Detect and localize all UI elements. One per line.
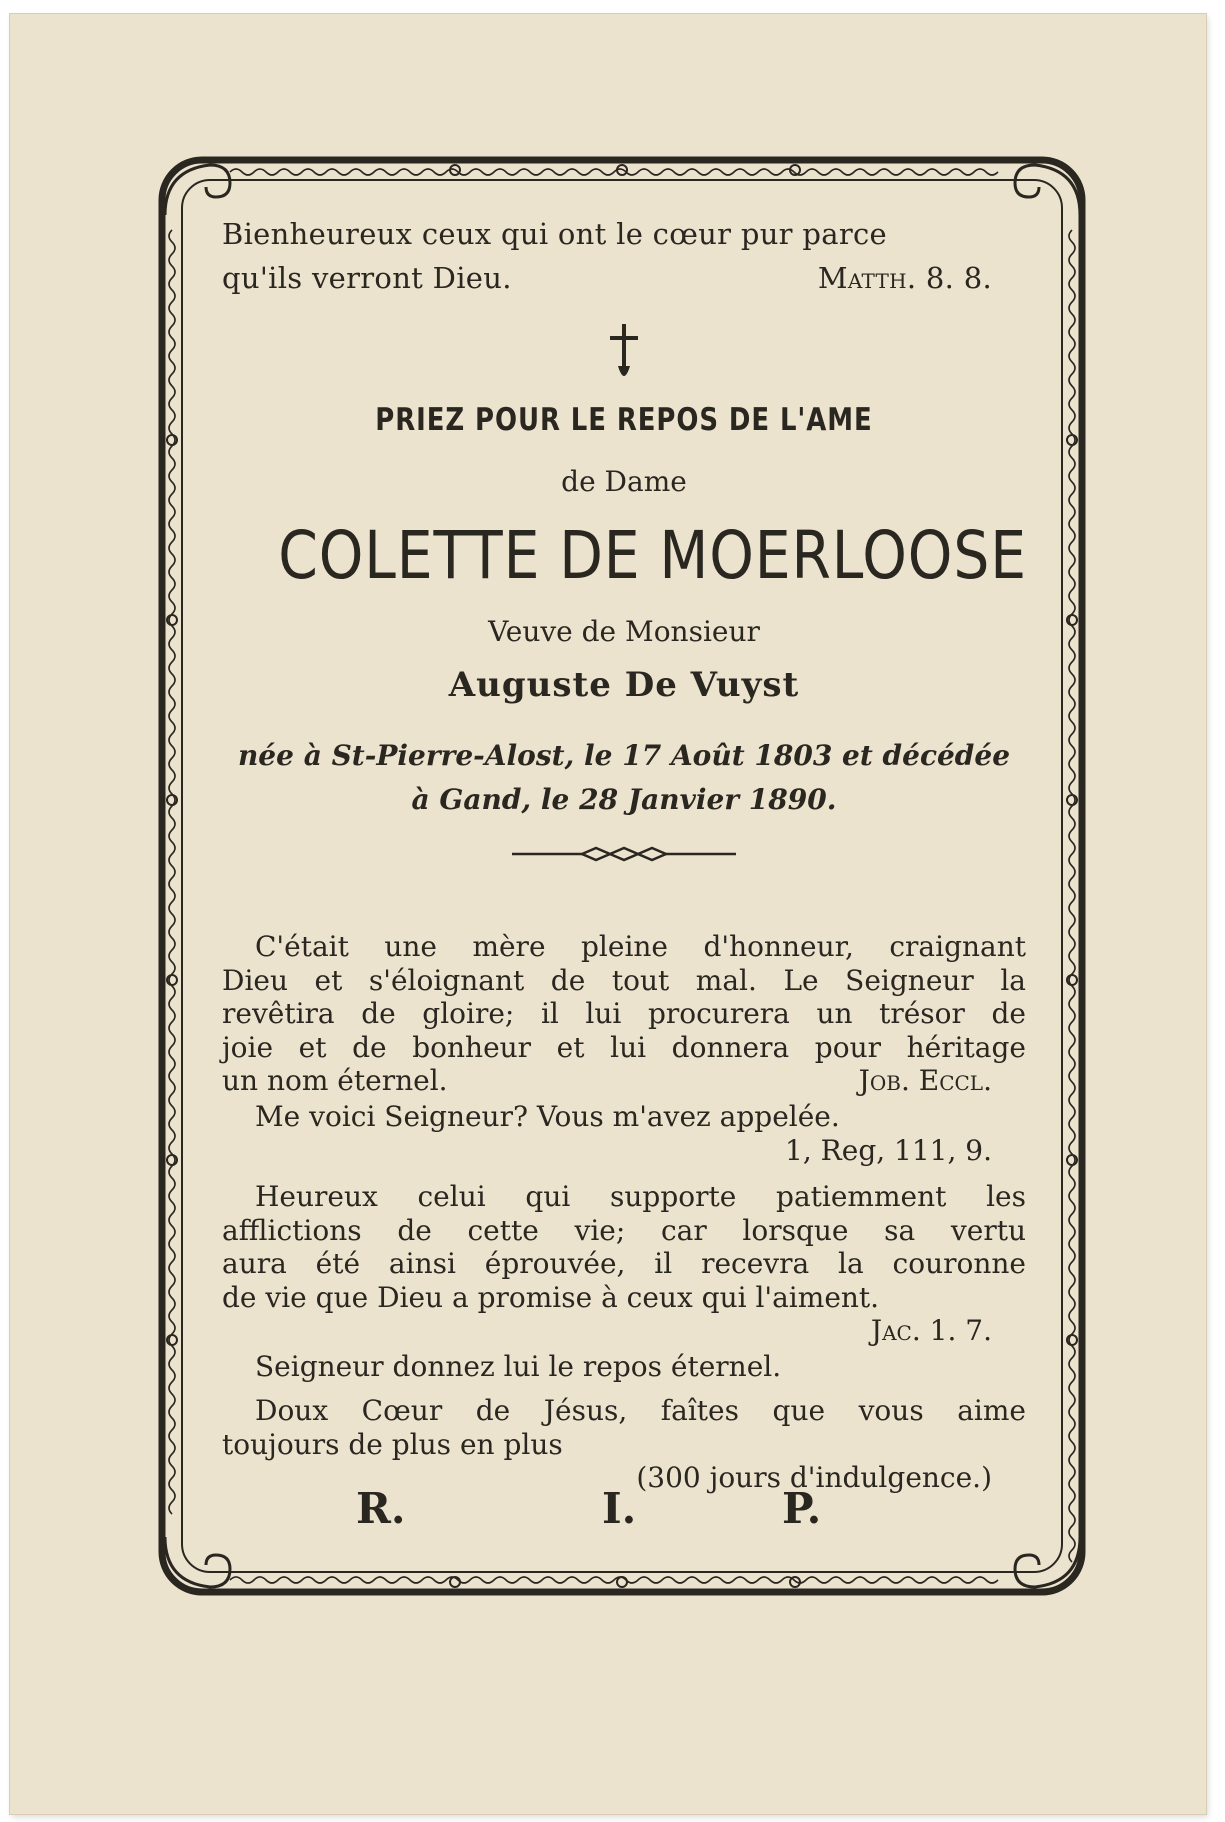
cross-icon: [604, 322, 644, 386]
passage-1-line: C'était une mère pleine d'honneur, craignant: [255, 930, 1026, 963]
passage-5-line: Doux Cœur de Jésus, faîtes que vous aime: [255, 1394, 1026, 1427]
epigraph-reference: Matth. 8. 8.: [817, 261, 992, 295]
passage-2-reference: 1, Reg, 111, 9.: [785, 1133, 992, 1167]
husband-name: Auguste De Vuyst: [448, 665, 800, 705]
passage-1: [222, 930, 1026, 1098]
passage-1-reference: Job. Eccl.: [858, 1064, 992, 1097]
de-dame: de Dame: [561, 465, 687, 498]
epigraph-line-2: qu'ils verront Dieu.: [222, 261, 512, 295]
passage-5-line: toujours de plus en plus: [222, 1427, 563, 1461]
passage-3-reference: Jac. 1. 7.: [870, 1314, 992, 1347]
indulgence-note: (300 jours d'indulgence.): [636, 1461, 992, 1494]
widow-of: Veuve de Monsieur: [488, 615, 760, 648]
rip-letter: I.: [602, 1484, 637, 1533]
death-line: à Gand, le 28 Janvier 1890.: [411, 783, 837, 816]
divider-ornament: [512, 842, 736, 866]
passage-1-line: un nom éternel.: [222, 1064, 448, 1097]
passage-3: [222, 1180, 1026, 1348]
passage-3-line: de vie que Dieu a promise à ceux qui l'aiment.: [222, 1280, 880, 1314]
passage-1-line: revêtira de gloire; il lui procurera un trésor de: [222, 997, 1026, 1030]
card-text: [222, 212, 1027, 1533]
epigraph: [222, 212, 1026, 300]
birth-line: née à St-Pierre-Alost, le 17 Août 1803 et décédée: [237, 739, 1011, 772]
epigraph-line-1: Bienheureux ceux qui ont le cœur pur parce: [222, 217, 887, 251]
passage-5: [222, 1394, 1026, 1495]
passage-1-line: Dieu et s'éloignant de tout mal. Le Seigneur la: [222, 963, 1026, 997]
passage-1-line: joie et de bonheur et lui donnera pour héritage: [222, 1030, 1026, 1064]
passage-3-line: Heureux celui qui supporte patiemment les: [255, 1180, 1026, 1213]
passage-2-line: Me voici Seigneur? Vous m'avez appelée.: [255, 1100, 840, 1133]
passage-4: [222, 1350, 1026, 1384]
deceased-name: COLETTE DE MOERLOOSE: [278, 517, 1027, 594]
rip-letter: P.: [782, 1484, 822, 1533]
passage-3-line: afflictions de cette vie; car lorsque sa vertu: [222, 1213, 1026, 1247]
passage-2: [222, 1100, 1026, 1167]
rip-letter: R.: [356, 1484, 406, 1533]
passage-4-line: Seigneur donnez lui le repos éternel.: [255, 1350, 782, 1383]
heading: PRIEZ POUR LE REPOS DE L'AME: [375, 402, 873, 438]
passage-3-line: aura été ainsi éprouvée, il recevra la couronne: [222, 1247, 1026, 1280]
